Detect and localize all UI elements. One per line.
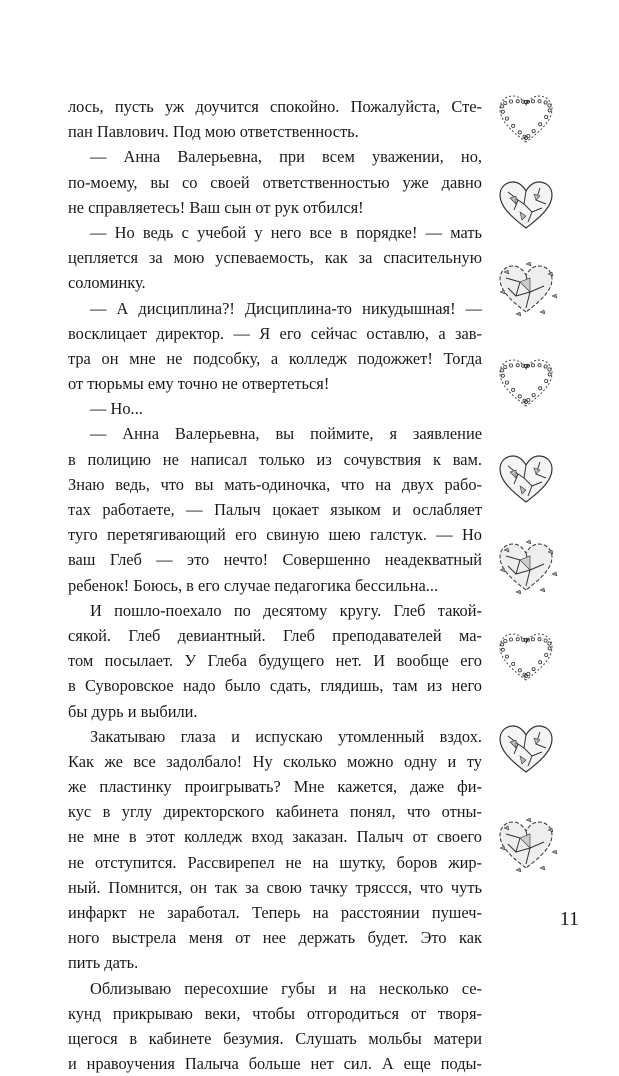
floral-heart-icon — [496, 356, 556, 412]
text-line: — Но ведь с учебой у него все в порядке! — мать — [90, 222, 482, 242]
floral-heart-icon — [496, 356, 556, 412]
shattered-heart-icon — [496, 262, 556, 318]
text-line: Как же все задолбало! Ну сколько можно одну и ту — [68, 751, 482, 771]
text-line: Знаю ведь, что вы мать-одиночка, что на двух рабо- — [68, 474, 482, 494]
shattered-heart-icon — [496, 262, 556, 318]
shattered-heart-icon — [496, 540, 556, 596]
text-line: — Анна Валерьевна, при всем уважении, но, — [90, 147, 482, 167]
text-line: — Но... — [90, 399, 143, 419]
text-line: И пошло-поехало по десятому кругу. Глеб такой- — [90, 600, 482, 620]
text-line: восклицает директор. — Я его сейчас оставлю, а зав- — [68, 323, 482, 343]
text-line: Облизываю пересохшие губы и на несколько се- — [90, 978, 482, 998]
text-line: лось, пусть уж доучится спокойно. Пожалуйста, Сте- — [68, 97, 482, 116]
cracked-heart-icon — [496, 178, 556, 234]
cracked-heart-icon — [496, 722, 556, 778]
text-line: тах работаете, — Палыч цокает языком и ослабляет — [68, 500, 482, 519]
cracked-heart-icon — [496, 178, 556, 234]
text-line: ного выстрела меня от нее держать будет. Это как — [68, 928, 482, 948]
shattered-heart-icon — [496, 540, 556, 596]
text-line: в Суворовское надо было сдать, глядишь, там из него — [68, 676, 482, 696]
text-line: том посылает. У Глеба будущего нет. И вообще его — [68, 651, 482, 671]
floral-heart-icon — [496, 630, 556, 686]
cracked-heart-icon — [496, 452, 556, 508]
text-line: не мне в этот колледж вход заказан. Палыч от своего — [68, 827, 482, 847]
text-line: кунд прикрываю веки, чтобы отгородиться от творя- — [68, 1003, 482, 1023]
text-line: не справляетесь! Ваш сын от рук отбился! — [68, 197, 364, 217]
page-number: 11 — [559, 908, 579, 930]
text-line: сякой. Глеб девиантный. Глеб преподавателей ма- — [68, 625, 482, 645]
text-line: пан Павлович. Под мою ответственность. — [68, 122, 359, 142]
cracked-heart-icon — [496, 452, 556, 508]
text-line: — А дисциплина?! Дисциплина-то никудышная! — — [90, 298, 482, 318]
text-line: соломинку. — [68, 273, 146, 293]
floral-heart-icon — [496, 92, 556, 148]
text-line: в полицию не написал только из сочувствия к вам. — [68, 449, 482, 469]
floral-heart-icon — [496, 92, 556, 148]
cracked-heart-icon — [496, 722, 556, 778]
text-line: туго перетягивающий его свиную шею галстук. — Но — [68, 525, 482, 545]
shattered-heart-icon — [496, 818, 556, 874]
text-line: инфаркт не заработал. Теперь на расстоянии пушеч- — [68, 903, 482, 922]
text-line: же пластинку проигрывать? Мне кажется, даже фи- — [68, 777, 482, 797]
text-line: ребенок! Боюсь, в его случае педагогика бессильна... — [68, 575, 439, 595]
text-line: и нравоучения Палыча больше нет сил. А еще поды- — [68, 1054, 482, 1074]
text-line: пить дать. — [68, 953, 139, 973]
text-line: бы дурь и выбили. — [68, 701, 198, 721]
text-line: ваш Глеб — это нечто! Совершенно неадекватный — [68, 550, 482, 570]
text-line: от тюрьмы ему точно не отвертеться! — [68, 374, 330, 394]
text-line: щегося в кабинете безумия. Слушать мольбы матери — [68, 1028, 482, 1048]
shattered-heart-icon — [496, 818, 556, 874]
text-line: не отступится. Рассвирепел не на шутку, боров жир- — [68, 852, 482, 872]
floral-heart-icon — [496, 630, 556, 686]
text-line: тра он мне не подсобку, а колледж подожжет! Тогда — [68, 348, 482, 368]
text-line: цепляется за мою успеваемость, как за спасительную — [68, 248, 482, 268]
text-line: кус в углу директорского кабинета понял, что отны- — [68, 802, 482, 822]
text-line: по-моему, вы со своей ответственностью уже давно — [68, 172, 482, 192]
text-line: ный. Помнится, он так за свою тачку тряссся, что чуть — [68, 877, 482, 897]
text-line: Закатываю глаза и испускаю утомленный вздох. — [90, 726, 482, 746]
page-body-text — [68, 94, 482, 1076]
text-line: — Анна Валерьевна, вы поймите, я заявление — [90, 424, 482, 444]
